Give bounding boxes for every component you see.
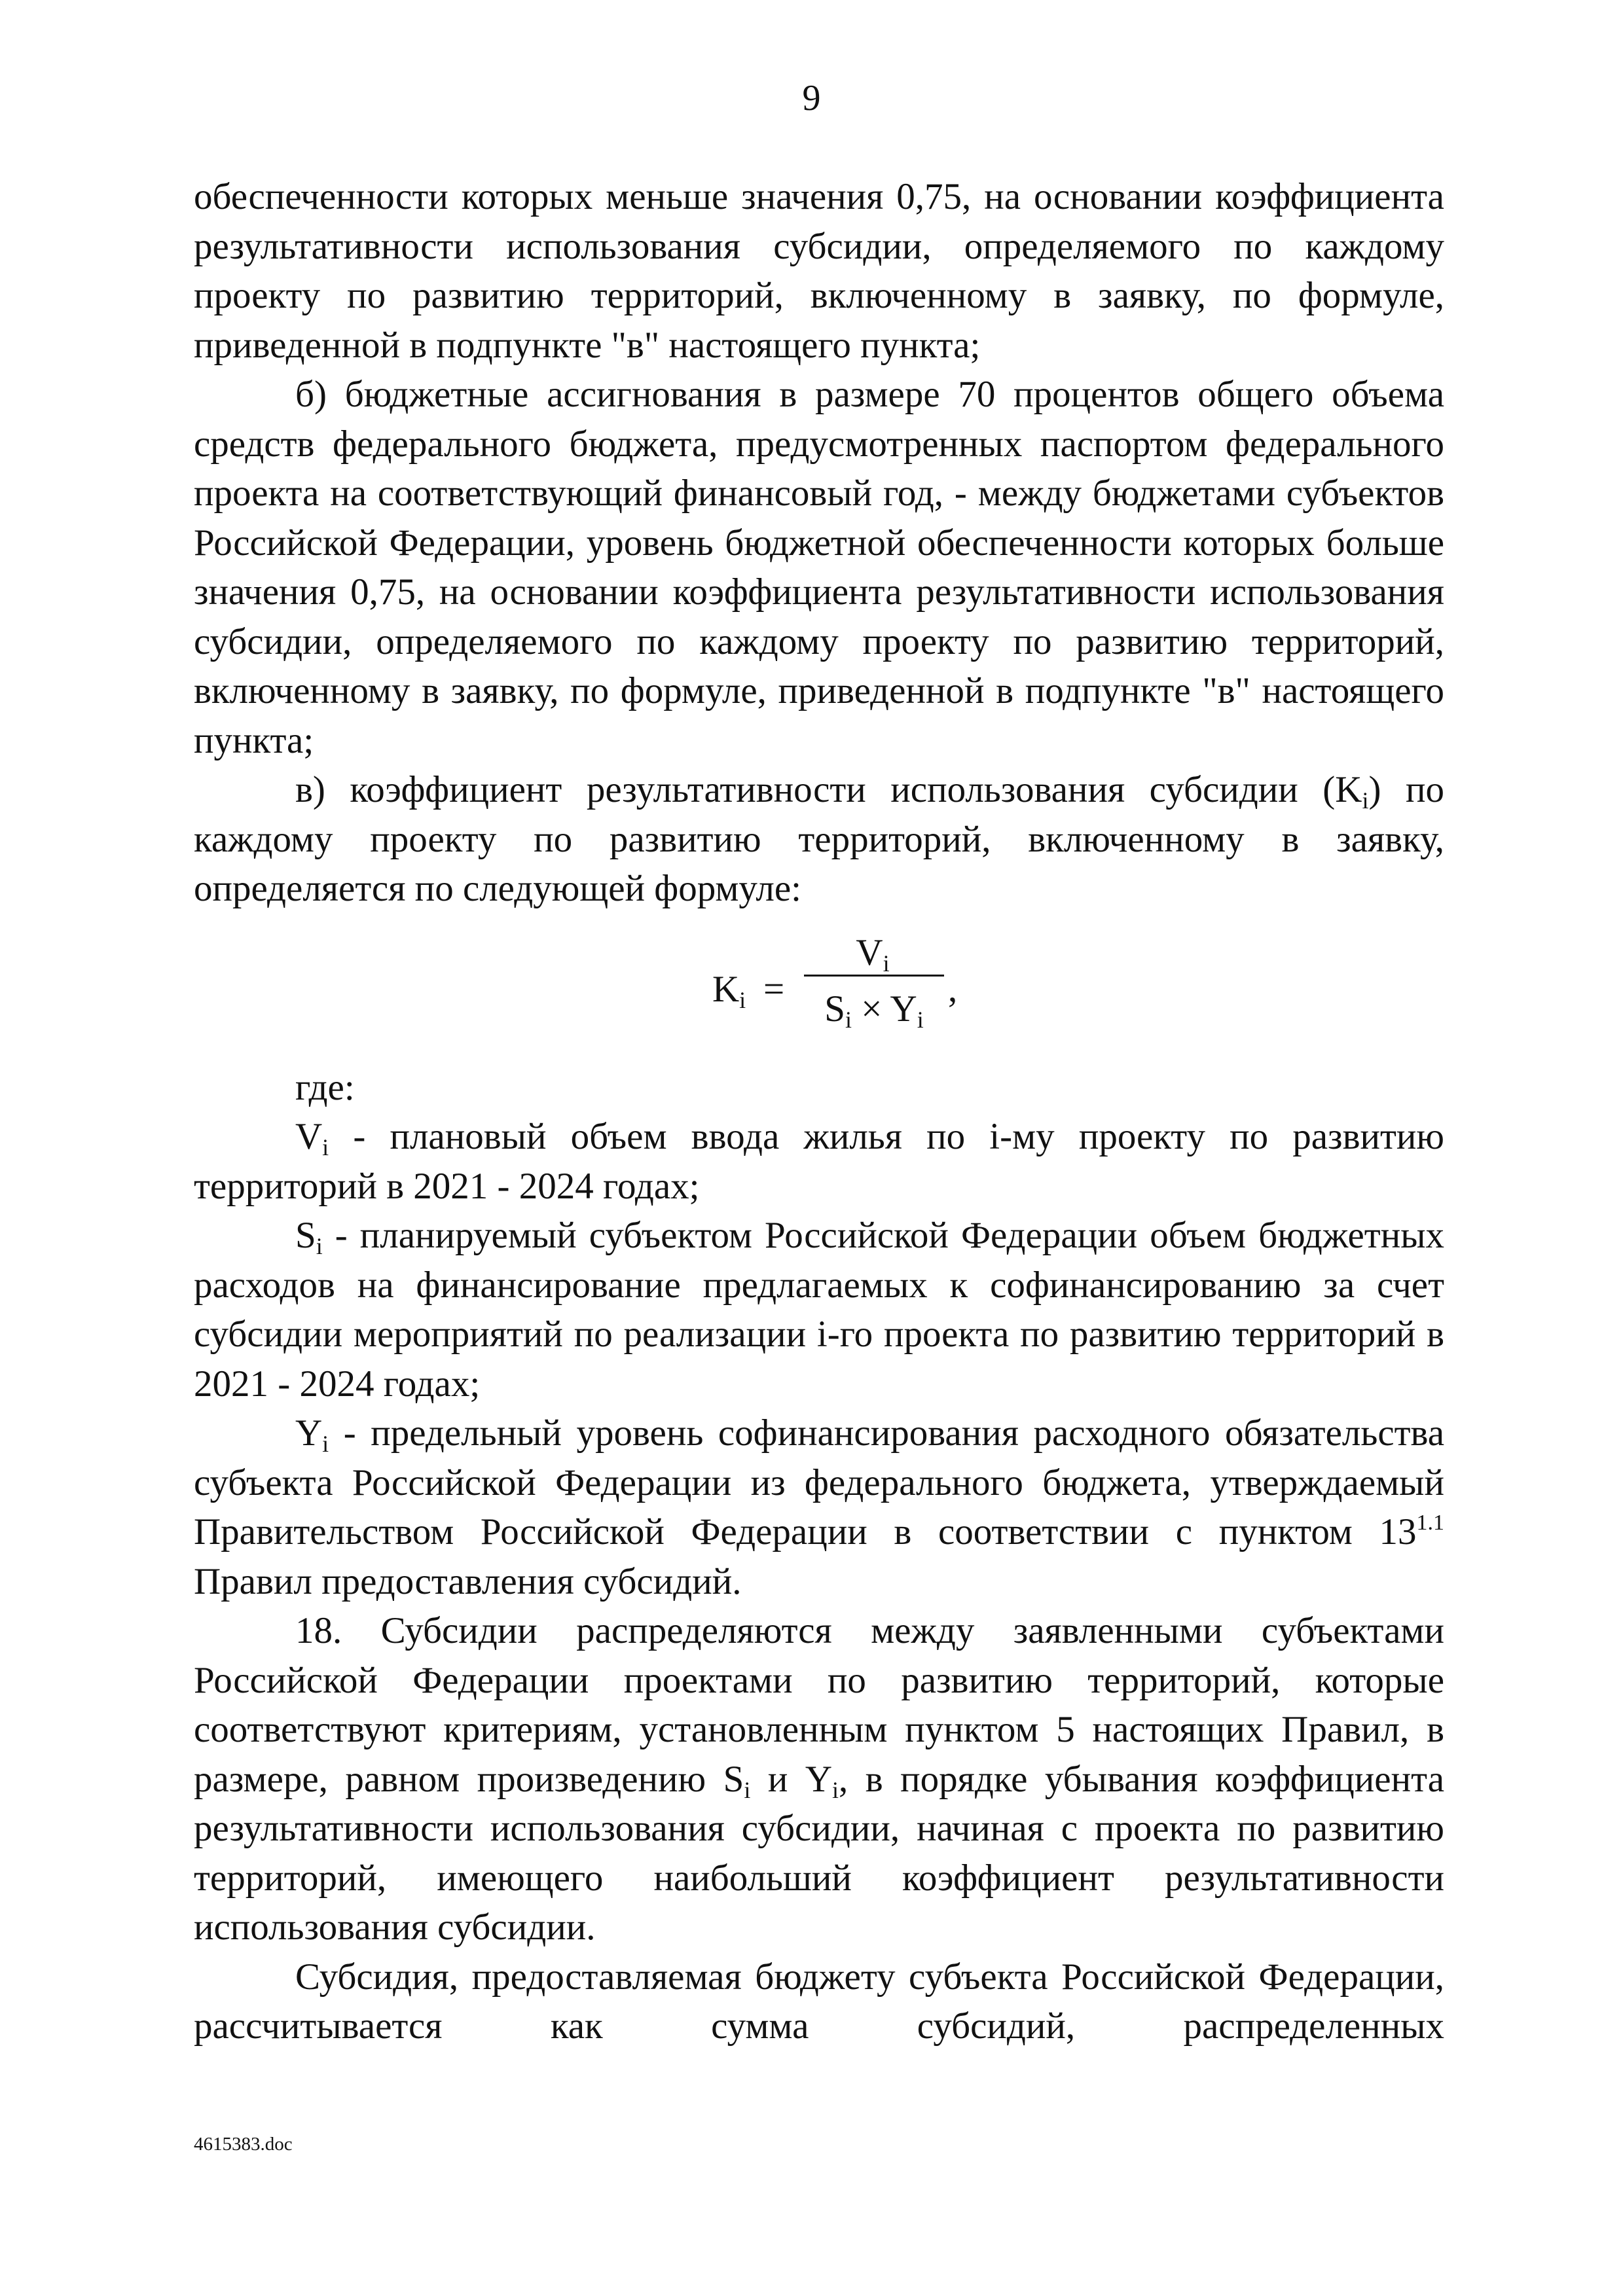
page-number: 9 bbox=[802, 78, 821, 118]
superscript: 1.1 bbox=[1416, 1511, 1444, 1535]
formula-lhs: $K_i$ bbox=[712, 968, 746, 1013]
formula-ki bbox=[194, 920, 1444, 1058]
where-label: где: bbox=[295, 1066, 355, 1108]
definition-v: $V_i$ - плановый объем ввода жилья по i-му проекту по развитию территорий в 2021 - 2024 годах; bbox=[194, 1116, 1444, 1207]
paragraph-18: 18. Субсидии распределяются между заявленными субъектами Российской Федерации проектами по развитию территорий, которые соответствуют критериям, установленным пунктом 5 настоящих Правил, в размере, равном произведению $S_i$ и $Y_i$, в порядке убывания коэффициента результативности использования субсидии, начиная с проекта по развитию территорий, имеющего наибольший коэффициент результативности использования субсидии. bbox=[194, 1610, 1444, 1948]
document-body bbox=[194, 172, 1444, 2051]
paragraph-v: в) коэффициент результативности использования субсидии $(K_i)$ по каждому проекту по развитию территорий, включенному в заявку, определяется по следующей формуле: bbox=[194, 769, 1444, 909]
fraction-bar bbox=[804, 975, 944, 977]
formula-numerator: $V_i$ bbox=[856, 931, 890, 977]
formula-comma: , bbox=[948, 968, 958, 1010]
formula-denominator: $S_i \times Y_i$ bbox=[824, 988, 924, 1033]
definition-s: $S_i$ - планируемый субъектом Российской Федерации объем бюджетных расходов на финансирование предлагаемых к софинансированию за счет субсидии мероприятий по реализации i-го проекта по развитию территорий в 2021 - 2024 годах; bbox=[194, 1215, 1444, 1405]
document-file-name: 4615383.doc bbox=[194, 2134, 293, 2155]
paragraph-continuation: обеспеченности которых меньше значения 0,75, на основании коэффициента результативности использования субсидии, определяемого по каждому проекту по развитию территорий, включенному в заявку, по формуле, приведенной в подпункте "в" настоящего пункта; bbox=[194, 176, 1444, 366]
paragraph-b: б) бюджетные ассигнования в размере 70 процентов общего объема средств федерального бюджета, предусмотренных паспортом федерального проекта на соответствующий финансовый год, - между бюджетами субъектов Российской Федерации, уровень бюджетной обеспеченности которых больше значения 0,75, на основании коэффициента результативности использования субсидии, определяемого по каждому проекту по развитию территорий, включенному в заявку, по формуле, приведенной в подпункте "в" настоящего пункта; bbox=[194, 374, 1444, 761]
paragraph-subsidy: Субсидия, предоставляемая бюджету субъекта Российской Федерации, рассчитывается как сумма субсидий, распределенных bbox=[194, 1956, 1444, 2047]
definition-y: $Y_i$ - предельный уровень софинансирования расходного обязательства субъекта Российской Федерации из федерального бюджета, утверждаемый Правительством Российской Федерации в соответствии с пунктом $13^{1.1}$ Правил предоставления субсидий. bbox=[194, 1412, 1444, 1602]
subscript: i bbox=[1362, 787, 1369, 814]
formula-equals: = bbox=[763, 968, 785, 1010]
